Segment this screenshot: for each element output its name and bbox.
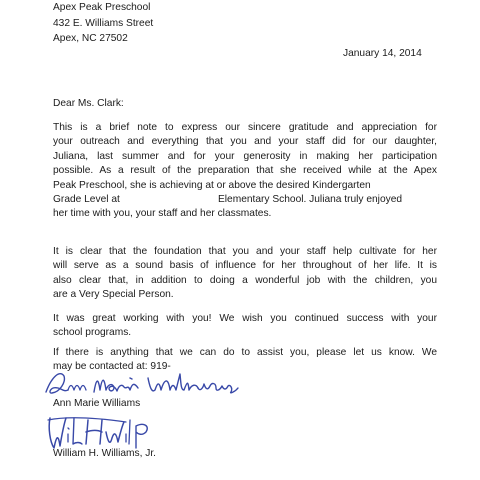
paragraph-line: Grade Level at <box>53 194 120 206</box>
paragraph-line: Juliana, last summer and for your generosity in making her participation <box>53 150 437 162</box>
paragraph-line: also clear that, in addition to doing a wonderful job with the children, you <box>53 274 437 286</box>
signature-ann-marie-williams <box>38 366 248 402</box>
paragraph-line: school programs. <box>53 327 132 339</box>
paragraph-line: are a Very Special Person. <box>53 289 174 301</box>
sender-name: Apex Peak Preschool <box>53 2 151 13</box>
paragraph-line: her time with you, your staff and her classmates. <box>53 208 272 220</box>
paragraph-line: This is a brief note to express our sincere gratitude and appreciation for <box>53 122 437 133</box>
paragraph-line: Peak Preschool, she is achieving at or above the desired Kindergarten <box>53 179 371 191</box>
signer-name-2: William H. Williams, Jr. <box>53 448 156 459</box>
sender-street: 432 E. Williams Street <box>53 17 154 29</box>
paragraph-1 <box>53 121 437 222</box>
paragraph-line: will serve as a sound basis of influence for her throughout of her life. It is <box>53 260 437 272</box>
letter-date: January 14, 2014 <box>343 48 422 59</box>
paragraph-line: Elementary School. Juliana truly enjoyed <box>218 194 403 206</box>
sender-city: Apex, NC 27502 <box>53 33 128 44</box>
paragraph-line: possible. As a result of the preparation that she received while at the Apex <box>53 165 437 177</box>
salutation: Dear Ms. Clark: <box>53 98 124 109</box>
paragraph-line: If there is anything that we can do to assist you, please let us know. We <box>53 347 437 358</box>
paragraph-line: your outreach and everything that you and your staff did for our daughter, <box>53 136 437 148</box>
paragraph-line: It was great working with you! We wish you continued success with your <box>53 313 437 324</box>
paragraph-line-gap <box>53 193 437 207</box>
paragraph-line: It is clear that the foundation that you and your staff help cultivate for her <box>53 246 437 257</box>
signer-name-1: Ann Marie Williams <box>53 398 141 409</box>
sender-address <box>53 0 153 47</box>
paragraph-2 <box>53 245 437 303</box>
paragraph-3 <box>53 312 437 341</box>
paragraph-line: may be contacted at: 919- <box>53 361 171 373</box>
